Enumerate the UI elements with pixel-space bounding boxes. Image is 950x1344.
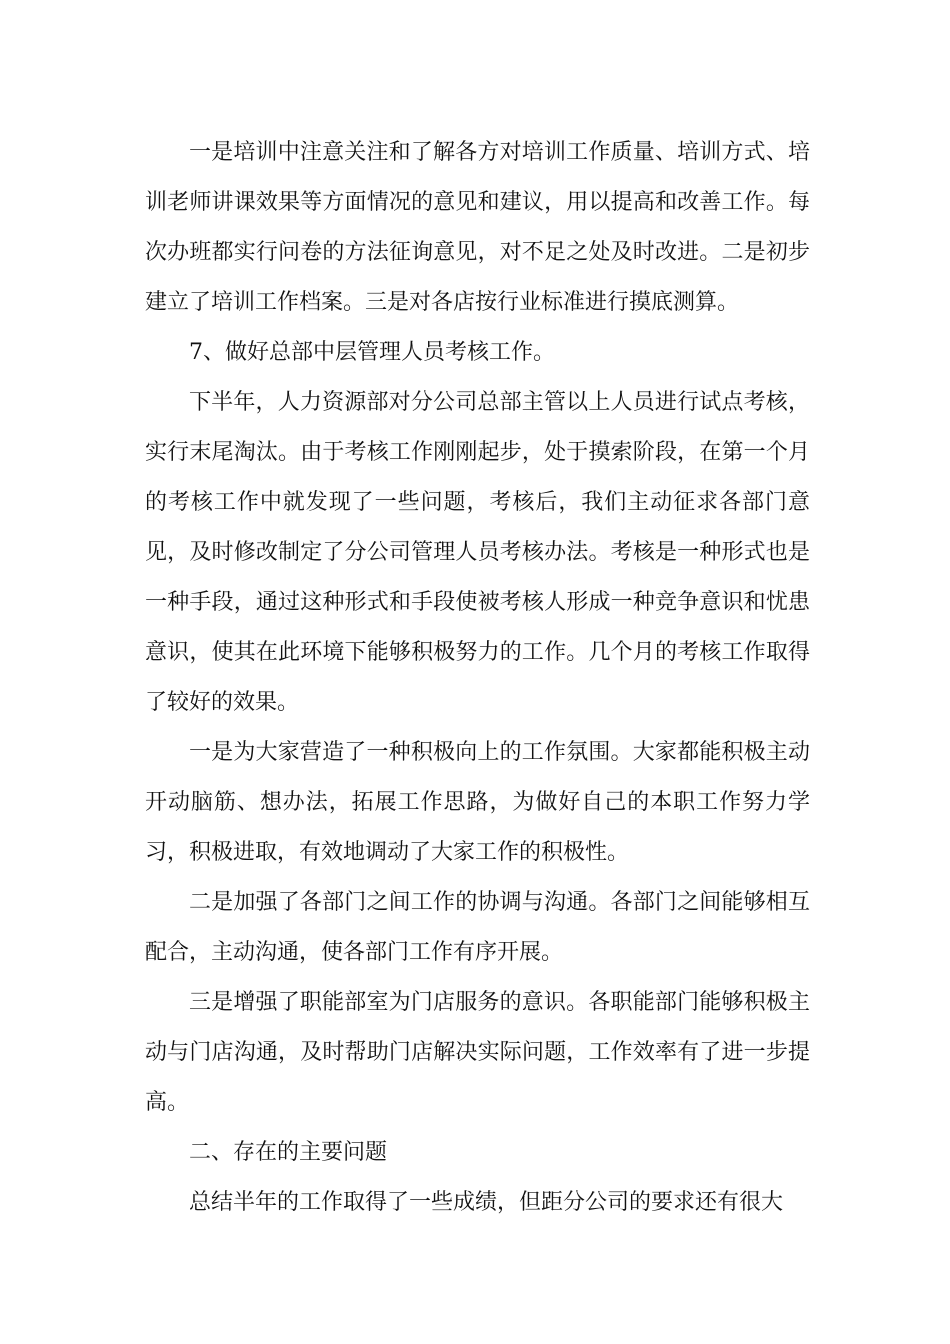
paragraph-result-two: 二是加强了各部门之间工作的协调与沟通。各部门之间能够相互配合，主动沟通，使各部门工作有序开展。 [145, 890, 810, 965]
section-heading-problems: 二、存在的主要问题 [189, 1140, 388, 1165]
document-body [145, 128, 810, 1228]
paragraph-training-feedback: 一是培训中注意关注和了解各方对培训工作质量、培训方式、培训老师讲课效果等方面情况的意见和建议，用以提高和改善工作。每次办班都实行问卷的方法征询意见，对不足之处及时改进。二是初步建立了培训工作档案。三是对各店按行业标准进行摸底测算。 [145, 140, 810, 315]
paragraph-heading-assessment: 7、做好总部中层管理人员考核工作。 [189, 340, 555, 365]
paragraph-assessment-details: 下半年，人力资源部对分公司总部主管以上人员进行试点考核，实行末尾淘汰。由于考核工作刚刚起步，处于摸索阶段，在第一个月的考核工作中就发现了一些问题，考核后，我们主动征求各部门意见，及时修改制定了分公司管理人员考核办法。考核是一种形式也是一种手段，通过这种形式和手段使被考核人形成一种竞争意识和忧患意识，使其在此环境下能够积极努力的工作。几个月的考核工作取得了较好的效果。 [145, 390, 810, 715]
paragraph-result-three: 三是增强了职能部室为门店服务的意识。各职能部门能够积极主动与门店沟通，及时帮助门店解决实际问题，工作效率有了进一步提高。 [145, 990, 810, 1115]
paragraph-result-one: 一是为大家营造了一种积极向上的工作氛围。大家都能积极主动开动脑筋、想办法，拓展工作思路，为做好自己的本职工作努力学习，积极进取，有效地调动了大家工作的积极性。 [145, 740, 810, 865]
paragraph-summary: 总结半年的工作取得了一些成绩，但距分公司的要求还有很大 [189, 1190, 784, 1215]
